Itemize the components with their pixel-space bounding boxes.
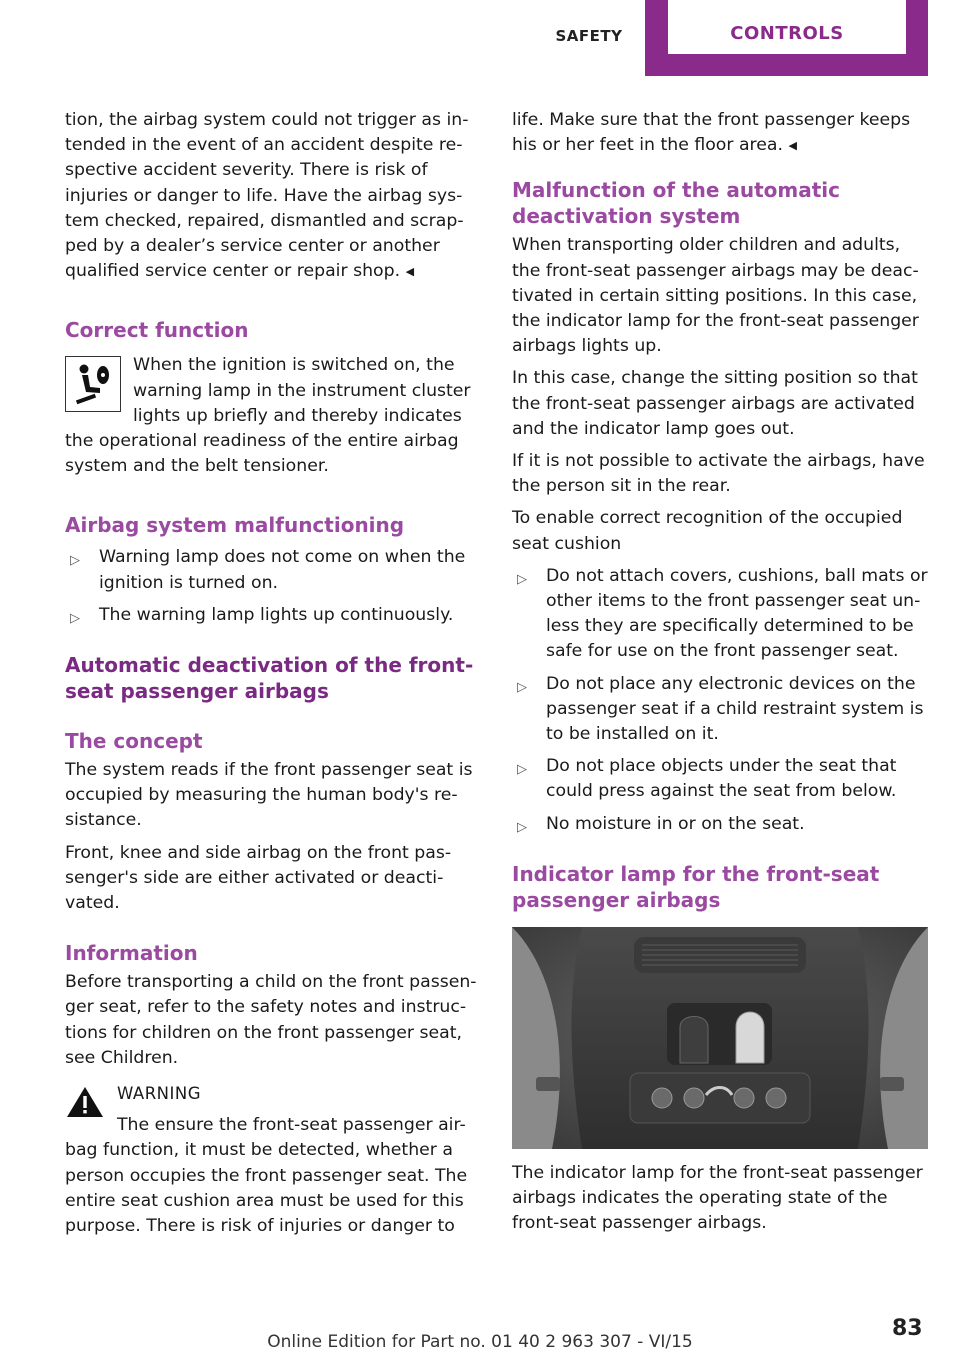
list-item-text: Do not place any electronic devices on the passenger seat if a child restraint system is to be installed on it. [546, 673, 924, 745]
correct-function-block [65, 353, 480, 479]
intro-line: injuries or danger to life. Have the airbag sys- [65, 185, 463, 206]
right-intro-paragraph [512, 108, 930, 158]
airbag-warning-icon [65, 356, 121, 412]
list-item-text: Do not place objects under the seat that could press against the seat from below. [546, 756, 897, 802]
intro-line: ped by a dealer’s service center or another [65, 236, 440, 257]
malfunction-heading: Airbag system malfunctioning [65, 513, 405, 538]
intro-line: tion, the airbag system could not trigger as in- [65, 110, 469, 130]
intro-line: spective accident severity. There is risk of [65, 160, 428, 181]
information-heading: Information [65, 941, 198, 966]
list-item [512, 672, 930, 748]
intro-paragraph [65, 108, 480, 284]
intro-line: tem checked, repaired, dismantled and scrap- [65, 210, 464, 231]
concept-paragraph-1: The system reads if the front passenger seat is occupied by measuring the human body's re-sistance. [65, 760, 473, 831]
malfunction-auto-paragraph-3: If it is not possible to activate the airbags, have the person sit in the rear. [512, 451, 925, 497]
concept-paragraph-2: Front, knee and side airbag on the front pas-senger's side are either activated or deacti-vated. [65, 842, 452, 914]
list-item-text: The warning lamp lights up continuously. [99, 604, 454, 625]
intro-line: qualified service center or repair shop. [65, 261, 401, 282]
information-text: Before transporting a child on the front passen-ger seat, refer to the safety notes and instruc-tions for children on the front passenger seat, see Children. [65, 972, 477, 1068]
auto-deactivation-heading: Automatic deactivation of the front-seat passenger airbags [65, 653, 474, 704]
warning-text: The ensure the front-seat passenger air-bag function, it must be detected, whether a person occupies the front passenger seat. The entire seat cushion area must be used for this purpose. There is risk of injuries or danger to [65, 1115, 468, 1237]
indicator-lamp-caption: The indicator lamp for the front-seat passenger airbags indicates the operating state of the front-seat passenger airbags. [512, 1162, 923, 1234]
malfunction-auto-paragraph-4: To enable correct recognition of the occupied seat cushion [512, 508, 903, 554]
right-column [512, 108, 930, 1236]
end-mark-icon: ◀ [788, 139, 797, 153]
header-chapter-box [668, 0, 906, 54]
list-item-text: Warning lamp does not come on when the ignition is turned on. [99, 547, 466, 593]
list-item [65, 545, 480, 595]
correct-function-text: When the ignition is switched on, the warning lamp in the instrument cluster lights up briefly and thereby indicates the operational readiness of the entire airbag system and the belt tensioner. [65, 355, 471, 477]
bullet-triangle-icon: ▷ [70, 610, 80, 626]
header-chapter-label: CONTROLS [730, 23, 844, 44]
list-item-text: No moisture in or on the seat. [546, 813, 805, 834]
warning-label: WARNING [117, 1084, 202, 1104]
left-column [65, 108, 480, 1239]
malfunction-auto-paragraph-1: When transporting older children and adults, the front-seat passenger airbags may be deac-tivated in certain sitting positions. In this case, the indicator lamp for the front-seat passenger airbags lights up. [512, 235, 919, 357]
list-item [65, 603, 480, 628]
indicator-lamp-heading: Indicator lamp for the front-seat passenger airbags [512, 861, 880, 912]
indicator-lamp-photo [512, 927, 928, 1149]
bullet-triangle-icon: ▷ [517, 819, 527, 835]
page-number: 83 [892, 1316, 923, 1341]
header-section-tab [534, 0, 644, 76]
bullet-triangle-icon: ▷ [517, 571, 527, 587]
list-item [512, 564, 930, 665]
correct-function-heading: Correct function [65, 318, 249, 343]
malfunction-auto-paragraph-2: In this case, change the sitting position so that the front-seat passenger airbags are activated and the indicator lamp goes out. [512, 368, 918, 439]
concept-heading: The concept [65, 729, 203, 754]
bullet-triangle-icon: ▷ [70, 553, 80, 569]
footer-edition-text: Online Edition for Part no. 01 40 2 963 307 - VI/15 [267, 1332, 693, 1352]
list-item [512, 754, 930, 804]
warning-block [65, 1081, 480, 1239]
warning-triangle-icon [65, 1085, 105, 1119]
end-mark-icon: ◀ [405, 265, 415, 279]
list-item [512, 812, 930, 837]
intro-line: tended in the event of an accident despite re- [65, 135, 463, 156]
list-item-text: Do not attach covers, cushions, ball mats or other items to the front passenger seat un-less they are specifically determined to be safe for use on the front passenger seat. [546, 565, 928, 662]
seat-recognition-list [512, 564, 930, 837]
bullet-triangle-icon: ▷ [517, 679, 527, 695]
bullet-triangle-icon: ▷ [517, 762, 527, 778]
right-intro-text: life. Make sure that the front passenger keeps his or her feet in the floor area. [512, 110, 911, 156]
malfunction-list [65, 545, 480, 628]
header-section-label: SAFETY [555, 27, 623, 45]
malfunction-auto-heading: Malfunction of the automatic deactivation system [512, 178, 841, 229]
